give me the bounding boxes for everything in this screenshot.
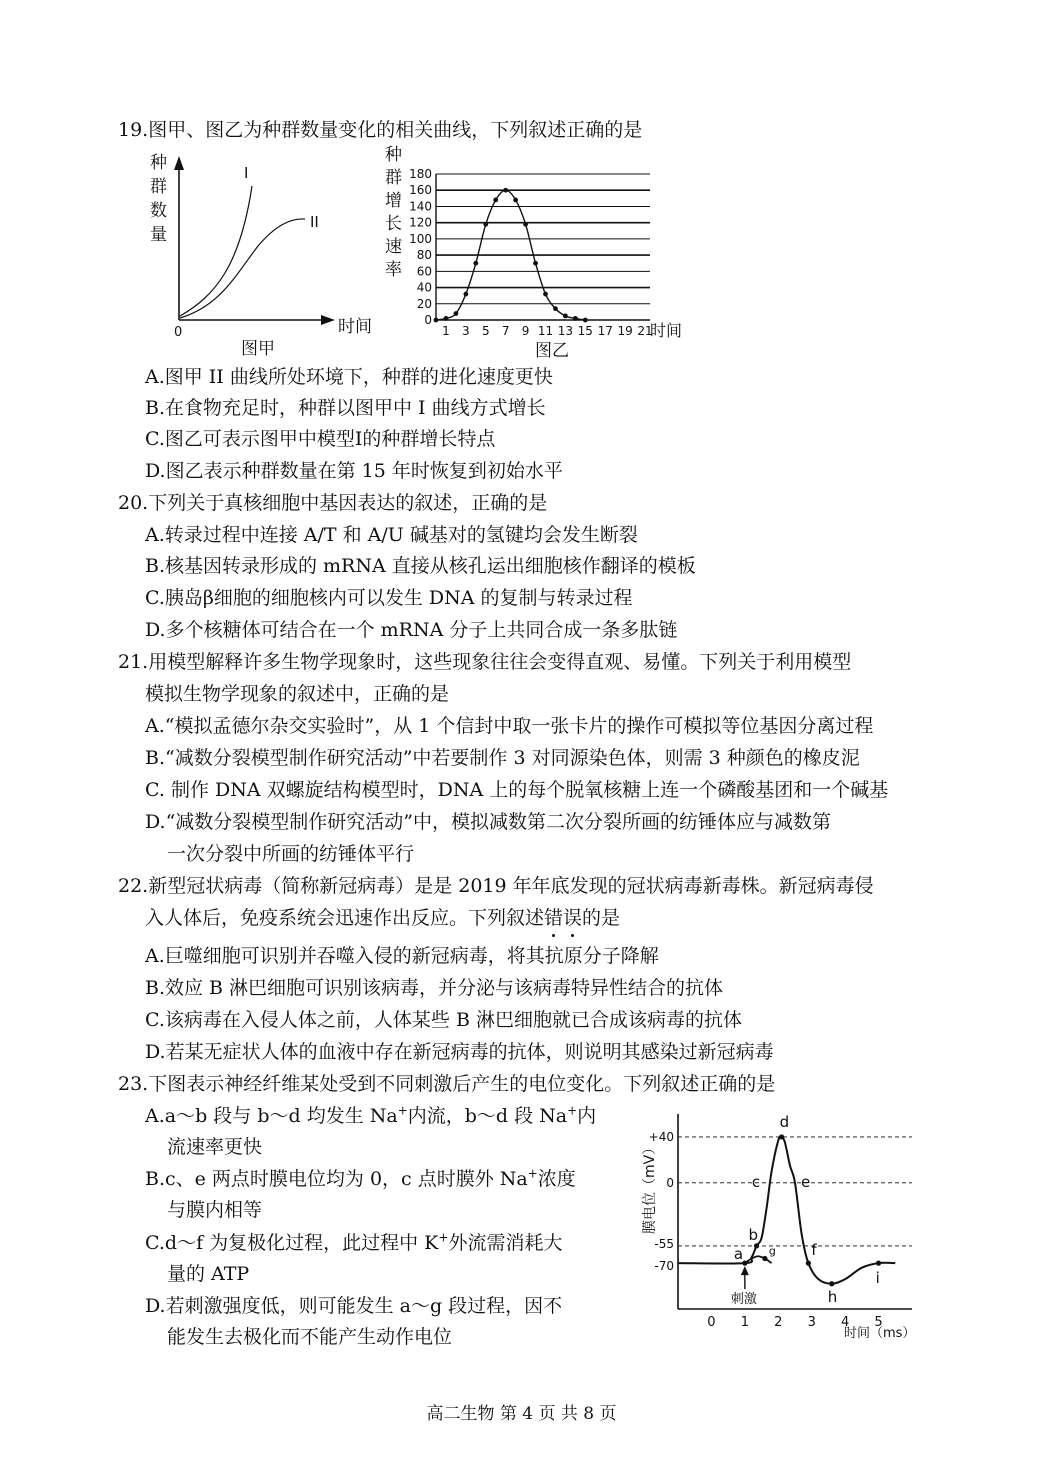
y-tick-label: 120	[409, 215, 432, 230]
stimulus-arrow	[741, 1266, 749, 1289]
fig-yi-caption: 图乙	[535, 341, 569, 361]
text: 外流需消耗大	[448, 1232, 563, 1254]
stimulus-label: 刺激	[730, 1292, 757, 1308]
q23-option-c	[145, 1230, 562, 1256]
x-tick-label: 9	[521, 324, 530, 338]
y-axis-label: 膜电位（mV）	[642, 1140, 658, 1234]
x-tick-label: 3	[807, 1315, 816, 1330]
q21-option-a: A.“模拟孟德尔杂交实验时”，从 1 个信封中取一张卡片的操作可模拟等位基因分离过程	[145, 715, 874, 737]
point-label-b: b	[748, 1225, 759, 1244]
data-point	[493, 198, 498, 203]
y-tick-label: +40	[648, 1129, 674, 1144]
curve-I-label: I	[244, 164, 249, 182]
point-h	[829, 1281, 834, 1286]
y-tick-label: 140	[409, 199, 432, 214]
x-tick-label: 1	[442, 324, 450, 338]
action-potential-curve	[678, 1136, 895, 1283]
point-label-h: h	[827, 1287, 838, 1306]
y-tick-label: 160	[409, 183, 432, 198]
data-point	[553, 306, 558, 311]
data-point	[573, 316, 578, 321]
y-tick-label: 40	[416, 280, 432, 295]
x-tick-label: 15	[577, 324, 593, 338]
curve-I	[180, 186, 252, 316]
q22-emphasis-char: 误	[563, 907, 583, 929]
x-axis-label: 时间	[650, 321, 683, 340]
point-label-f: f	[811, 1241, 817, 1260]
data-point	[563, 314, 568, 319]
data-point	[513, 198, 518, 203]
data-point	[444, 316, 449, 321]
q22-option-b: B.效应 B 淋巴细胞可识别该病毒，并分泌与该病毒特异性结合的抗体	[145, 977, 724, 999]
q23-option-d-cont: 能发生去极化而不能产生动作电位	[167, 1326, 453, 1348]
y-tick-label: 0	[424, 313, 432, 327]
fig-jia-caption: 图甲	[241, 339, 275, 359]
fig-yi-ylabel	[385, 145, 402, 280]
ylabel-char: 群	[385, 168, 402, 188]
q21-option-d-cont: 一次分裂中所画的纺锤体平行	[167, 843, 415, 865]
superscript: +	[438, 1230, 449, 1245]
x-tick-label: 5	[481, 324, 490, 338]
q19-option-d: D.图乙表示种群数量在第 15 年时恢复到初始水平	[145, 460, 563, 482]
x-tick-label: 4	[841, 1315, 850, 1330]
y-tick-label: 100	[409, 231, 432, 246]
q22-emphasis-char: 错	[544, 907, 564, 929]
data-point	[434, 318, 439, 323]
x-axis-label: 时间	[338, 317, 372, 337]
point-label-a: a	[733, 1245, 744, 1264]
q22-stem-post: 的是	[582, 907, 621, 929]
x-tick-label: 0	[707, 1315, 716, 1330]
x-tick-label: 19	[617, 324, 633, 338]
ylabel-char: 率	[385, 260, 402, 280]
ylabel-char: 量	[150, 225, 167, 245]
q23-option-b	[145, 1166, 576, 1192]
y-tick-label: 0	[666, 1175, 674, 1190]
q19-option-b: B.在食物充足时，种群以图甲中 I 曲线方式增长	[145, 397, 546, 419]
ylabel-char: 种	[385, 145, 402, 165]
x-axis-label: 时间（ms）	[844, 1326, 916, 1341]
q20-stem: 20.下列关于真核细胞中基因表达的叙述，正确的是	[118, 492, 548, 514]
x-tick-label: 3	[462, 324, 470, 338]
y-tick-label: -55	[654, 1236, 674, 1251]
x-tick-label: 2	[774, 1315, 783, 1330]
text: 内流，b～d 段 Na	[407, 1105, 568, 1127]
superscript: +	[397, 1103, 408, 1118]
x-tick-label: 7	[501, 324, 510, 338]
q22-option-a: A.巨噬细胞可识别并吞噬入侵的新冠病毒，将其抗原分子降解	[145, 945, 659, 967]
q21-stem-line1: 21.用模型解释许多生物学现象时，这些现象往往会变得直观、易懂。下列关于利用模型	[118, 651, 852, 673]
q23-option-a	[145, 1103, 596, 1129]
q19-stem: 19.图甲、图乙为种群数量变化的相关曲线，下列叙述正确的是	[118, 119, 643, 141]
point-label-g: g	[768, 1244, 776, 1258]
x-tick-label: 5	[874, 1315, 883, 1330]
text: A.a～b 段与 b～d 均发生 Na	[145, 1105, 398, 1127]
data-point	[454, 311, 459, 316]
point-label-d: d	[779, 1112, 790, 1131]
figure-jia	[140, 146, 372, 361]
point-b	[754, 1243, 759, 1248]
point-label-e: e	[801, 1172, 811, 1191]
data-point	[483, 222, 488, 227]
point-d	[779, 1134, 784, 1139]
ylabel-char: 增	[385, 191, 402, 211]
data-point	[533, 261, 538, 266]
q20-option-b: B.核基因转录形成的 mRNA 直接从核孔运出细胞核作翻译的模板	[145, 555, 696, 577]
ylabel-char: 长	[385, 214, 402, 234]
data-point	[583, 318, 588, 323]
text: 内	[577, 1105, 597, 1127]
ylabel-char: 群	[150, 177, 167, 197]
y-tick-label: 80	[416, 248, 432, 263]
data-point	[473, 261, 478, 266]
point-g	[762, 1256, 767, 1261]
origin-label: 0	[174, 325, 183, 340]
x-tick-label: 11	[537, 324, 554, 338]
data-point	[503, 188, 508, 193]
q20-option-a: A.转录过程中连接 A/T 和 A/U 碱基对的氢键均会发生断裂	[145, 524, 638, 546]
q23-option-d: D.若刺激强度低，则可能发生 a～g 段过程，因不	[145, 1295, 563, 1317]
point-f	[806, 1261, 811, 1266]
q20-option-c: C.胰岛β细胞的细胞核内可以发生 DNA 的复制与转录过程	[145, 587, 633, 609]
superscript: +	[527, 1166, 538, 1181]
x-tick-label: 1	[740, 1315, 749, 1330]
figure-membrane-potential	[612, 1104, 932, 1344]
y-tick-label: 20	[416, 296, 432, 311]
text: B.c、e 两点时膜电位均为 0，c 点时膜外 Na	[145, 1168, 528, 1190]
data-point	[463, 292, 468, 297]
q23-option-b-cont: 与膜内相等	[167, 1199, 263, 1221]
point-i	[876, 1261, 881, 1266]
q21-option-c: C. 制作 DNA 双螺旋结构模型时，DNA 上的每个脱氧核糖上连一个磷酸基团和一个碱基	[145, 779, 889, 801]
q21-option-d: D.“减数分裂模型制作研究活动”中，模拟减数第二次分裂所画的纺锤体应与减数第	[145, 811, 832, 833]
page-footer: 高二生物 第 4 页 共 8 页	[426, 1404, 617, 1424]
superscript: +	[567, 1103, 578, 1118]
y-axis-arrow	[174, 156, 184, 170]
q21-option-b: B.“减数分裂模型制作研究活动”中若要制作 3 对同源染色体，则需 3 种颜色的橡皮泥	[145, 747, 860, 769]
q23-option-a-cont: 流速率更快	[167, 1136, 263, 1158]
x-tick-label: 17	[597, 324, 613, 338]
q20-option-d: D.多个核糖体可结合在一个 mRNA 分子上共同合成一条多肽链	[145, 619, 678, 641]
q22-option-d: D.若某无症状人体的血液中存在新冠病毒的抗体，则说明其感染过新冠病毒	[145, 1041, 774, 1063]
y-tick-label: -70	[654, 1259, 674, 1274]
y-tick-label: 180	[409, 167, 432, 181]
q22-stem-line1: 22.新型冠状病毒（简称新冠病毒）是是 2019 年年底发现的冠状病毒新毒株。新冠病毒侵	[118, 875, 874, 897]
point-label-i: i	[875, 1269, 880, 1288]
q23-stem: 23.下图表示神经纤维某处受到不同刺激后产生的电位变化。下列叙述正确的是	[118, 1073, 776, 1095]
x-tick-label: 21	[637, 324, 653, 338]
ylabel-char: 数	[150, 201, 167, 221]
ylabel-char: 种	[150, 153, 167, 173]
q21-stem-line2: 模拟生物学现象的叙述中，正确的是	[145, 683, 450, 705]
q23-option-c-cont: 量的 ATP	[167, 1263, 250, 1285]
ylabel-char: 速	[385, 237, 402, 257]
point-label-c: c	[751, 1172, 761, 1191]
fig-jia-ylabel	[150, 153, 167, 245]
data-point	[523, 222, 528, 227]
y-tick-label: 60	[416, 264, 432, 279]
text: 浓度	[537, 1168, 576, 1190]
x-axis-arrow	[321, 315, 335, 325]
data-point	[543, 292, 548, 297]
x-tick-label: 13	[557, 324, 574, 338]
q19-option-c: C.图乙可表示图甲中模型Ⅰ的种群增长特点	[145, 428, 496, 450]
q22-stem-line2	[145, 905, 620, 931]
q22-stem-pre: 入人体后，免疫系统会迅速作出反应。下列叙述	[145, 907, 545, 929]
q22-option-c: C.该病毒在入侵人体之前，人体某些 B 淋巴细胞就已合成该病毒的抗体	[145, 1009, 742, 1031]
text: C.d～f 为复极化过程，此过程中 K	[145, 1232, 439, 1254]
q19-option-a: A.图甲 II 曲线所处环境下，种群的进化速度更快	[145, 366, 553, 388]
curve-II-label: II	[310, 213, 319, 231]
figure-yi	[380, 142, 700, 360]
